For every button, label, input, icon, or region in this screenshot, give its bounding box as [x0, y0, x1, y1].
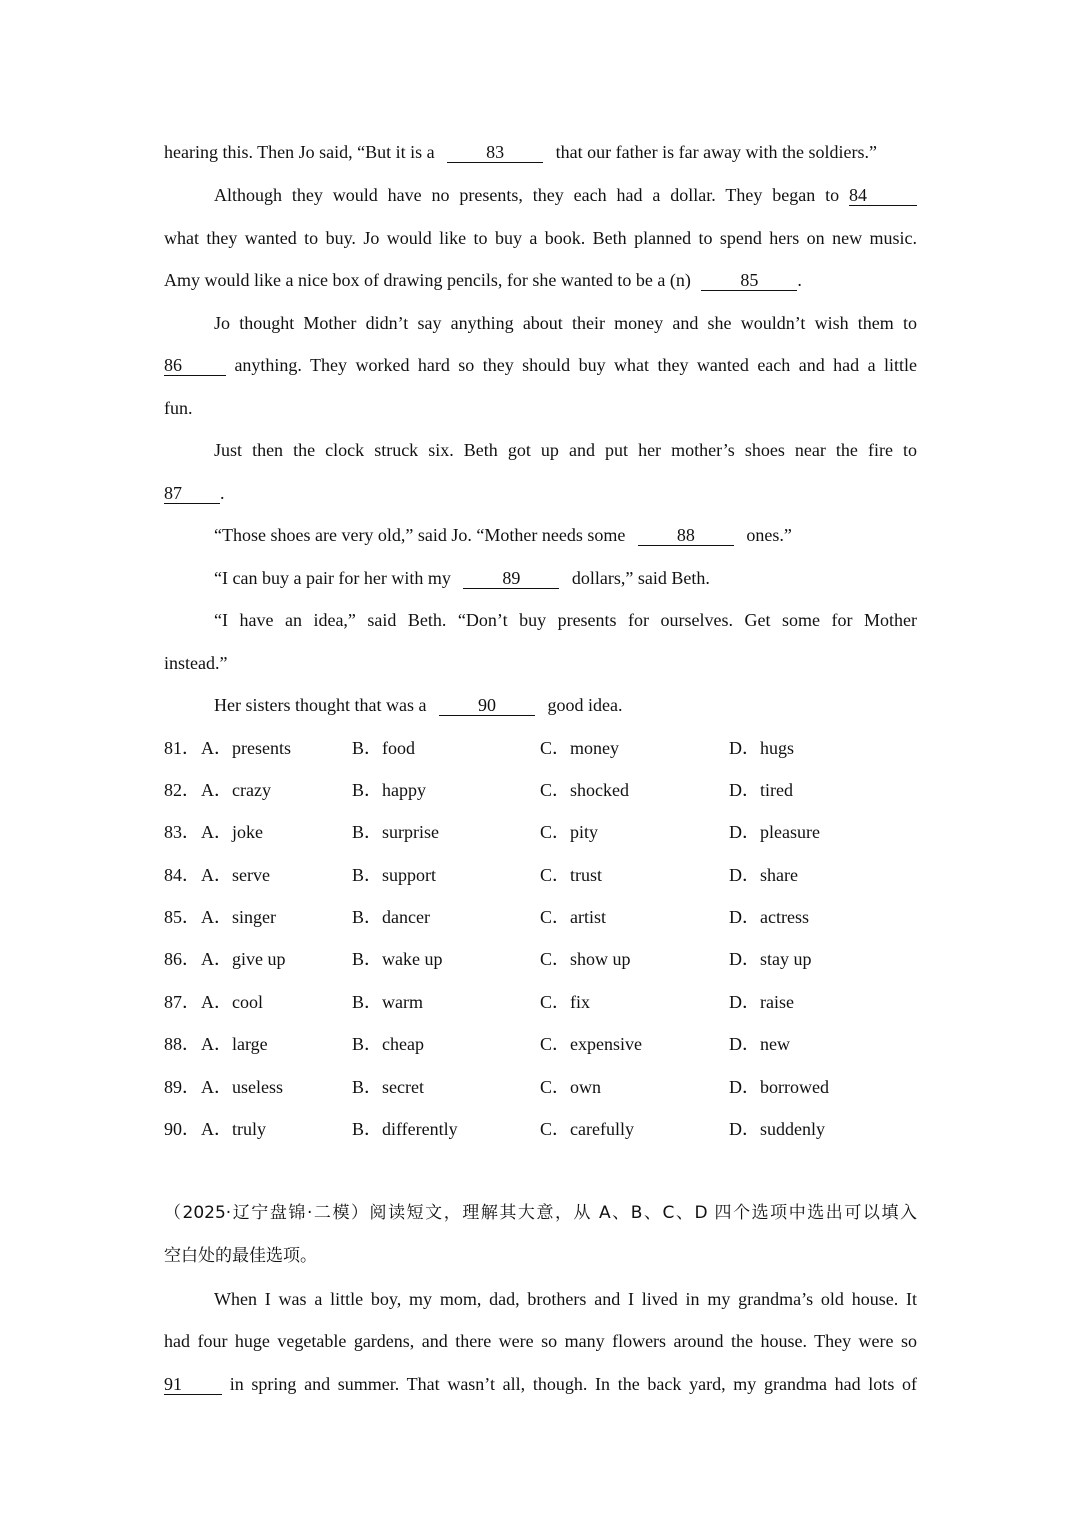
- section-instruction: 空白处的最佳选项。: [164, 1246, 317, 1266]
- option-a[interactable]: A．useless: [201, 1077, 283, 1097]
- option-c[interactable]: C．trust: [540, 865, 603, 885]
- passage-line: “I can buy a pair for her with my 89 dollars,” said Beth.: [214, 568, 710, 588]
- option-b[interactable]: B．support: [352, 865, 437, 885]
- blank-84[interactable]: 84: [849, 185, 917, 206]
- passage-line: instead.”: [164, 653, 228, 673]
- option-c[interactable]: C．expensive: [540, 1034, 642, 1054]
- passage-line: Although they would have no presents, they each had a dollar. They began to 84: [214, 183, 917, 207]
- option-c[interactable]: C．money: [540, 738, 619, 758]
- blank-87[interactable]: 87: [164, 483, 220, 504]
- option-c[interactable]: C．fix: [540, 992, 591, 1012]
- option-d[interactable]: D．tired: [729, 780, 793, 800]
- passage-line: Just then the clock struck six. Beth got up and put her mother’s shoes near the fire to: [214, 440, 917, 460]
- question-number: 85．: [164, 907, 200, 927]
- option-d[interactable]: D．new: [729, 1034, 790, 1054]
- question-number: 86．: [164, 949, 200, 969]
- question-number: 90．: [164, 1119, 200, 1139]
- passage-line: 91 in spring and summer. That wasn’t all, though. In the back yard, my grandma had lots of: [164, 1374, 918, 1394]
- passage-line: “Those shoes are very old,” said Jo. “Mother needs some 88 ones.”: [214, 525, 792, 545]
- question-number: 89．: [164, 1077, 200, 1097]
- option-a[interactable]: A．serve: [201, 865, 270, 885]
- option-a[interactable]: A．joke: [201, 822, 263, 842]
- option-d[interactable]: D．stay up: [729, 949, 812, 969]
- passage-line: Her sisters thought that was a 90 good idea.: [214, 695, 623, 715]
- option-b[interactable]: B．differently: [352, 1119, 458, 1139]
- blank-90[interactable]: 90: [439, 695, 535, 716]
- blank-91[interactable]: 91: [164, 1374, 222, 1395]
- option-a[interactable]: A．give up: [201, 949, 286, 969]
- option-b[interactable]: B．cheap: [352, 1034, 424, 1054]
- option-c[interactable]: C．shocked: [540, 780, 629, 800]
- option-c[interactable]: C．pity: [540, 822, 599, 842]
- question-number: 81．: [164, 738, 200, 758]
- option-b[interactable]: B．warm: [352, 992, 423, 1012]
- option-d[interactable]: D．share: [729, 865, 798, 885]
- blank-85[interactable]: 85: [701, 270, 797, 291]
- question-number: 88．: [164, 1034, 200, 1054]
- option-b[interactable]: B．dancer: [352, 907, 430, 927]
- option-b[interactable]: B．secret: [352, 1077, 424, 1097]
- option-a[interactable]: A．presents: [201, 738, 291, 758]
- option-a[interactable]: A．large: [201, 1034, 268, 1054]
- blank-83[interactable]: 83: [447, 142, 543, 163]
- passage-line: “I have an idea,” said Beth. “Don’t buy presents for ourselves. Get some for Mother: [214, 610, 917, 630]
- option-b[interactable]: B．surprise: [352, 822, 439, 842]
- option-c[interactable]: C．artist: [540, 907, 606, 927]
- option-d[interactable]: D．pleasure: [729, 822, 820, 842]
- passage-line: had four huge vegetable gardens, and there were so many flowers around the house. They were so: [164, 1331, 917, 1351]
- option-d[interactable]: D．raise: [729, 992, 794, 1012]
- option-b[interactable]: B．wake up: [352, 949, 443, 969]
- option-c[interactable]: C．carefully: [540, 1119, 634, 1139]
- passage-line: 87 .: [164, 483, 225, 503]
- option-c[interactable]: C．own: [540, 1077, 602, 1097]
- blank-89[interactable]: 89: [463, 568, 559, 589]
- passage-line: hearing this. Then Jo said, “But it is a 83 that our father is far away with the soldiers.”: [164, 142, 878, 162]
- blank-86[interactable]: 86: [164, 355, 226, 376]
- question-number: 82．: [164, 780, 200, 800]
- option-c[interactable]: C．show up: [540, 949, 631, 969]
- question-number: 87．: [164, 992, 200, 1012]
- option-d[interactable]: D．actress: [729, 907, 809, 927]
- option-d[interactable]: D．borrowed: [729, 1077, 829, 1097]
- option-a[interactable]: A．singer: [201, 907, 276, 927]
- passage-line: fun.: [164, 398, 193, 418]
- question-number: 83．: [164, 822, 200, 842]
- option-d[interactable]: D．suddenly: [729, 1119, 825, 1139]
- passage-line: what they wanted to buy. Jo would like to buy a book. Beth planned to spend hers on new music.: [164, 228, 917, 248]
- option-a[interactable]: A．crazy: [201, 780, 271, 800]
- passage-line: Amy would like a nice box of drawing pencils, for she wanted to be a (n) 85 .: [164, 270, 802, 290]
- passage-line: When I was a little boy, my mom, dad, brothers and I lived in my grandma’s old house. It: [214, 1289, 917, 1309]
- option-d[interactable]: D．hugs: [729, 738, 795, 758]
- passage-line: Jo thought Mother didn’t say anything about their money and she wouldn’t wish them to: [214, 313, 917, 333]
- blank-88[interactable]: 88: [638, 525, 734, 546]
- option-a[interactable]: A．truly: [201, 1119, 266, 1139]
- section-instruction: （2025·辽宁盘锦·二模）阅读短文，理解其大意，从 A、B、C、D 四个选项中选出可以填入: [164, 1203, 917, 1223]
- passage-line: 86 anything. They worked hard so they should buy what they wanted each and had a little: [164, 355, 917, 375]
- option-b[interactable]: B．happy: [352, 780, 426, 800]
- option-b[interactable]: B．food: [352, 738, 415, 758]
- question-number: 84．: [164, 865, 200, 885]
- option-a[interactable]: A．cool: [201, 992, 263, 1012]
